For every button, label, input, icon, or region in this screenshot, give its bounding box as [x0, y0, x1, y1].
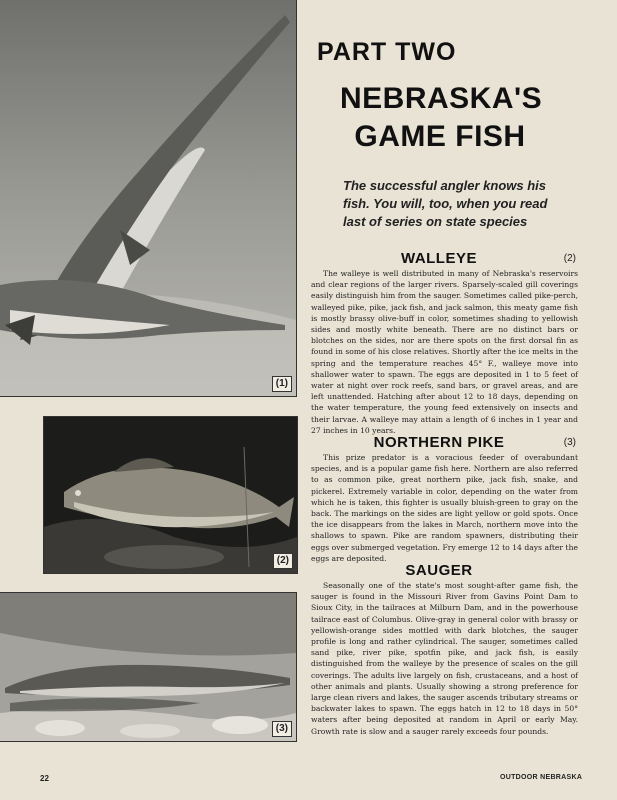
page-number: 22	[40, 774, 49, 783]
section-title: NORTHERN PIKE	[373, 434, 505, 451]
figure-number-1: (1)	[272, 376, 292, 392]
figure-number-3: (3)	[272, 721, 292, 737]
paddlefish-illustration	[0, 0, 297, 397]
section-title: WALLEYE	[400, 250, 477, 267]
section-heading-sauger	[300, 562, 578, 580]
section-figure-ref: (3)	[563, 437, 576, 448]
section-heading-northern-pike	[300, 434, 578, 452]
deck-subtitle: The successful angler knows his fish. You will, too, when you read last of series on state species	[343, 178, 548, 229]
section-body-sauger: Seasonally one of the state's most sought-after game fish, the sauger is found in the Missouri River from Gavins Point Dam to Sioux City, in the tailraces at Milburn Dam, and in the powerhouse tailrace east of Columbus. Olive-gray in general color with brassy or yellowish-orange sides mottled with dark blotches, the sauger profile is long and rather cylindrical. The sauger, sometimes called sand pike, river pike, spotfin pike, and jack fish, is easily distinguished from the walleye by the presence of scales on the gill coverings. The adults live largely on fish, crustaceans, and a host of other animals and plants. Usually showing a strong preference for large clean rivers and lakes, the sauger ascends tributary streams or backwater lakes to spawn. The eggs hatch in 12 to 18 days in 50° waters after being deposited at random in April or early May. Growth rate is slow and a sauger rarely exceeds four pounds.	[311, 581, 578, 736]
section-body-walleye: The walleye is well distributed in many of Nebraska's reservoirs and clear regions of the larger rivers. Sparsely-scaled gill coverings easily distinguish him from the sauger. Sometimes called pike-perch, walleyed pike, pike, jack fish, and jack salmon, this meaty game fish is mostly brassy olive-buff in color, sometimes shading to yellowish sides and mostly white beneath. There are no distinct bars or blotches on the sides, nor are there spots on the first dorsal fin as found in some of his close relatives. Shortly after the ice melts in the spring and the temperature reaches 45° F., walleye move into shallower water to spawn. The eggs are deposited in 1 to 5 feet of water at night over rock reefs, sand bars, or gravel areas, and are left unattended. Hatching after about 12 to 18 days, depending on the water temperature, the young feed extensively on insects and their larvae. A walleye may attain a length of 6 inches in 1 year and 27 inches in 10 years.	[311, 269, 578, 435]
section-title: SAUGER	[405, 562, 473, 579]
title-line-1: NEBRASKA'S	[340, 82, 543, 115]
running-title: OUTDOOR NEBRASKA	[500, 774, 583, 781]
title-line-2: GAME FISH	[354, 120, 526, 153]
section-body-northern-pike: This prize predator is a voracious feeder of overabundant species, and is a popular game fish here. Northern are also referred to as common pike, great northern pike, jack fish, snake, and pickerel. Extremely variable in color, depending on the water from which he is taken, this fighter is usually bluish-green to gray on the back. The markings on the sides are light yellow or gold spots. Once the ice disappears from the lakes in March, northern move into the shallows to spawn. Pike are random spawners, distributing their eggs over submerged vegetation. Fry emerge 12 to 14 days after the eggs are deposited.	[311, 453, 578, 563]
walleye-photo	[43, 416, 298, 574]
part-label: PART TWO	[317, 38, 457, 66]
section-figure-ref: (2)	[563, 253, 576, 264]
section-heading-walleye	[300, 250, 578, 268]
page-title	[340, 80, 543, 156]
northern-pike-photo	[0, 592, 297, 742]
figure-number-2: (2)	[273, 553, 293, 569]
